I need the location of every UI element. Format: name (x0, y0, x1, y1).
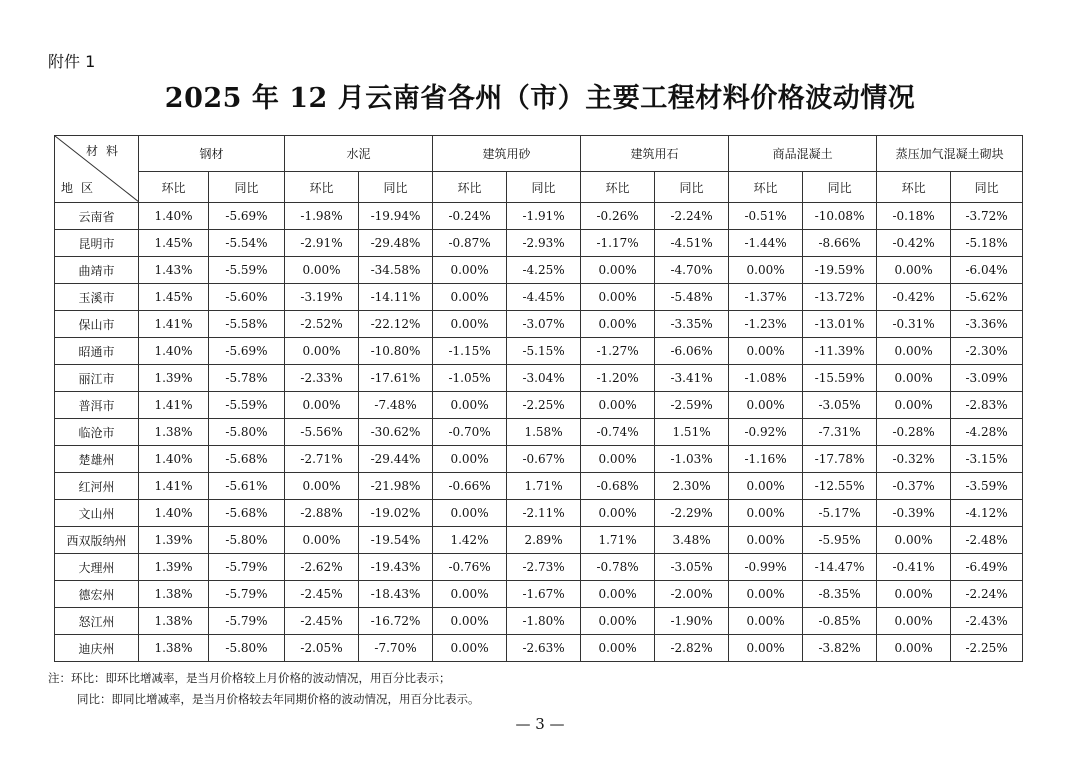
value-cell: -5.69% (209, 203, 285, 230)
table-row (55, 311, 1023, 338)
value-cell: 0.00% (877, 257, 951, 284)
value-cell: -7.48% (359, 392, 433, 419)
table-row (55, 473, 1023, 500)
value-cell: -2.91% (285, 230, 359, 257)
value-cell: -6.04% (951, 257, 1023, 284)
note-line: 同比：即同比增减率，是当月价格较去年同期价格的波动情况，用百分比表示。 (77, 692, 480, 706)
value-cell: -5.48% (655, 284, 729, 311)
value-cell: 0.00% (581, 284, 655, 311)
value-cell: -17.61% (359, 365, 433, 392)
value-cell: -3.35% (655, 311, 729, 338)
value-cell: 0.00% (581, 257, 655, 284)
value-cell: -2.52% (285, 311, 359, 338)
value-cell: -19.59% (803, 257, 877, 284)
value-cell: 1.41% (139, 473, 209, 500)
value-cell: -3.05% (803, 392, 877, 419)
region-cell: 曲靖市 (55, 257, 139, 284)
value-cell: -1.15% (433, 338, 507, 365)
region-cell: 楚雄州 (55, 446, 139, 473)
region-cell: 玉溪市 (55, 284, 139, 311)
value-cell: -3.05% (655, 554, 729, 581)
value-cell: 0.00% (581, 446, 655, 473)
value-cell: -2.45% (285, 608, 359, 635)
value-cell: 0.00% (877, 338, 951, 365)
value-cell: -5.79% (209, 554, 285, 581)
value-cell: -0.68% (581, 473, 655, 500)
value-cell: -2.33% (285, 365, 359, 392)
value-cell: -13.01% (803, 311, 877, 338)
value-cell: -4.70% (655, 257, 729, 284)
region-cell: 昭通市 (55, 338, 139, 365)
value-cell: -0.92% (729, 419, 803, 446)
value-cell: -0.42% (877, 284, 951, 311)
value-cell: -2.83% (951, 392, 1023, 419)
value-cell: 0.00% (581, 608, 655, 635)
value-cell: -0.70% (433, 419, 507, 446)
value-cell: 1.38% (139, 419, 209, 446)
sub-header: 环比 (285, 172, 359, 203)
page-number: — 3 — (515, 715, 565, 733)
value-cell: -1.37% (729, 284, 803, 311)
value-cell: 0.00% (729, 392, 803, 419)
value-cell: -5.59% (209, 257, 285, 284)
value-cell: -1.80% (507, 608, 581, 635)
value-cell: -1.27% (581, 338, 655, 365)
value-cell: -2.29% (655, 500, 729, 527)
sub-header: 同比 (951, 172, 1023, 203)
value-cell: 0.00% (581, 635, 655, 662)
value-cell: -0.51% (729, 203, 803, 230)
material-header: 建筑用砂 (433, 136, 581, 172)
table-row (55, 203, 1023, 230)
value-cell: 0.00% (581, 311, 655, 338)
value-cell: -3.15% (951, 446, 1023, 473)
region-cell: 西双版纳州 (55, 527, 139, 554)
value-cell: -1.05% (433, 365, 507, 392)
table-row (55, 635, 1023, 662)
value-cell: -3.07% (507, 311, 581, 338)
value-cell: -30.62% (359, 419, 433, 446)
value-cell: -22.12% (359, 311, 433, 338)
value-cell: 1.38% (139, 581, 209, 608)
sub-header: 环比 (139, 172, 209, 203)
value-cell: -2.30% (951, 338, 1023, 365)
value-cell: -29.44% (359, 446, 433, 473)
value-cell: -0.32% (877, 446, 951, 473)
table-row (55, 338, 1023, 365)
value-cell: -0.66% (433, 473, 507, 500)
value-cell: 0.00% (433, 446, 507, 473)
value-cell: -2.88% (285, 500, 359, 527)
sub-header: 同比 (359, 172, 433, 203)
value-cell: -10.80% (359, 338, 433, 365)
value-cell: -8.35% (803, 581, 877, 608)
table-row (55, 500, 1023, 527)
value-cell: -18.43% (359, 581, 433, 608)
value-cell: -15.59% (803, 365, 877, 392)
value-cell: -5.79% (209, 608, 285, 635)
value-cell: 1.58% (507, 419, 581, 446)
value-cell: 1.71% (581, 527, 655, 554)
table-row (55, 419, 1023, 446)
value-cell: -1.67% (507, 581, 581, 608)
material-header: 商品混凝土 (729, 136, 877, 172)
value-cell: -2.00% (655, 581, 729, 608)
value-cell: -2.63% (507, 635, 581, 662)
value-cell: 0.00% (729, 500, 803, 527)
value-cell: -5.59% (209, 392, 285, 419)
note-line: 注：环比：即环比增减率，是当月价格较上月价格的波动情况，用百分比表示； (48, 671, 451, 685)
value-cell: -2.24% (951, 581, 1023, 608)
sub-header: 同比 (803, 172, 877, 203)
value-cell: -0.78% (581, 554, 655, 581)
value-cell: -4.12% (951, 500, 1023, 527)
value-cell: -0.24% (433, 203, 507, 230)
value-cell: 1.40% (139, 338, 209, 365)
table-row (55, 527, 1023, 554)
value-cell: -4.45% (507, 284, 581, 311)
value-cell: -0.41% (877, 554, 951, 581)
value-cell: -29.48% (359, 230, 433, 257)
value-cell: -1.23% (729, 311, 803, 338)
value-cell: -5.56% (285, 419, 359, 446)
value-cell: -8.66% (803, 230, 877, 257)
value-cell: 0.00% (729, 527, 803, 554)
value-cell: -10.08% (803, 203, 877, 230)
sub-header: 环比 (729, 172, 803, 203)
value-cell: 0.00% (877, 608, 951, 635)
value-cell: 0.00% (729, 338, 803, 365)
value-cell: 0.00% (433, 284, 507, 311)
value-cell: 1.39% (139, 527, 209, 554)
value-cell: -1.20% (581, 365, 655, 392)
value-cell: 1.41% (139, 311, 209, 338)
value-cell: 0.00% (433, 608, 507, 635)
value-cell: -19.94% (359, 203, 433, 230)
value-cell: 1.40% (139, 203, 209, 230)
value-cell: -5.80% (209, 635, 285, 662)
value-cell: 1.45% (139, 230, 209, 257)
value-cell: -4.28% (951, 419, 1023, 446)
value-cell: -0.67% (507, 446, 581, 473)
value-cell: -16.72% (359, 608, 433, 635)
region-cell: 保山市 (55, 311, 139, 338)
price-table (54, 135, 1023, 662)
material-header: 蒸压加气混凝土砌块 (877, 136, 1023, 172)
value-cell: -3.04% (507, 365, 581, 392)
value-cell: 1.39% (139, 365, 209, 392)
value-cell: -2.11% (507, 500, 581, 527)
value-cell: -5.15% (507, 338, 581, 365)
value-cell: -0.18% (877, 203, 951, 230)
region-cell: 丽江市 (55, 365, 139, 392)
sub-header: 环比 (581, 172, 655, 203)
value-cell: -2.73% (507, 554, 581, 581)
value-cell: -19.54% (359, 527, 433, 554)
value-cell: -7.70% (359, 635, 433, 662)
value-cell: 1.38% (139, 635, 209, 662)
value-cell: 0.00% (877, 635, 951, 662)
value-cell: -1.03% (655, 446, 729, 473)
table-row (55, 554, 1023, 581)
material-header: 钢材 (139, 136, 285, 172)
table-row (55, 608, 1023, 635)
value-cell: -3.36% (951, 311, 1023, 338)
material-header: 建筑用石 (581, 136, 729, 172)
table-row (55, 581, 1023, 608)
value-cell: -5.60% (209, 284, 285, 311)
value-cell: -0.85% (803, 608, 877, 635)
value-cell: -5.17% (803, 500, 877, 527)
value-cell: -2.82% (655, 635, 729, 662)
value-cell: -17.78% (803, 446, 877, 473)
value-cell: -19.43% (359, 554, 433, 581)
region-cell: 普洱市 (55, 392, 139, 419)
value-cell: -6.49% (951, 554, 1023, 581)
value-cell: -14.11% (359, 284, 433, 311)
document-title: 2025 年 12 月云南省各州（市）主要工程材料价格波动情况 (164, 83, 916, 114)
sub-header: 环比 (877, 172, 951, 203)
value-cell: 0.00% (285, 527, 359, 554)
value-cell: 1.41% (139, 392, 209, 419)
corner-material-label: 材料 (85, 144, 126, 158)
region-cell: 文山州 (55, 500, 139, 527)
value-cell: 0.00% (285, 473, 359, 500)
value-cell: -2.45% (285, 581, 359, 608)
value-cell: -3.19% (285, 284, 359, 311)
value-cell: -3.59% (951, 473, 1023, 500)
value-cell: -3.72% (951, 203, 1023, 230)
value-cell: -0.26% (581, 203, 655, 230)
value-cell: -5.78% (209, 365, 285, 392)
value-cell: -3.82% (803, 635, 877, 662)
value-cell: -34.58% (359, 257, 433, 284)
value-cell: -5.95% (803, 527, 877, 554)
value-cell: -1.08% (729, 365, 803, 392)
value-cell: -0.76% (433, 554, 507, 581)
sub-header: 同比 (655, 172, 729, 203)
region-cell: 迪庆州 (55, 635, 139, 662)
value-cell: 1.71% (507, 473, 581, 500)
table-corner-header (55, 136, 139, 203)
value-cell: 0.00% (285, 392, 359, 419)
value-cell: -3.41% (655, 365, 729, 392)
value-cell: 0.00% (729, 581, 803, 608)
value-cell: 2.89% (507, 527, 581, 554)
value-cell: 0.00% (581, 581, 655, 608)
value-cell: -19.02% (359, 500, 433, 527)
region-cell: 临沧市 (55, 419, 139, 446)
attachment-label: 附件 1 (48, 52, 96, 71)
value-cell: -5.54% (209, 230, 285, 257)
value-cell: 0.00% (285, 338, 359, 365)
value-cell: -12.55% (803, 473, 877, 500)
sub-header: 同比 (507, 172, 581, 203)
value-cell: -0.42% (877, 230, 951, 257)
value-cell: -2.71% (285, 446, 359, 473)
material-header: 水泥 (285, 136, 433, 172)
value-cell: 0.00% (433, 581, 507, 608)
value-cell: 0.00% (433, 635, 507, 662)
value-cell: 0.00% (433, 311, 507, 338)
corner-region-label: 地区 (61, 181, 102, 195)
value-cell: -0.39% (877, 500, 951, 527)
table-row (55, 257, 1023, 284)
value-cell: 0.00% (433, 392, 507, 419)
value-cell: -2.24% (655, 203, 729, 230)
value-cell: 1.38% (139, 608, 209, 635)
value-cell: -21.98% (359, 473, 433, 500)
value-cell: -3.09% (951, 365, 1023, 392)
value-cell: -0.99% (729, 554, 803, 581)
value-cell: -1.98% (285, 203, 359, 230)
value-cell: 0.00% (729, 257, 803, 284)
value-cell: -0.87% (433, 230, 507, 257)
value-cell: -5.68% (209, 446, 285, 473)
region-cell: 昆明市 (55, 230, 139, 257)
value-cell: 1.42% (433, 527, 507, 554)
table-row (55, 284, 1023, 311)
value-cell: -2.62% (285, 554, 359, 581)
value-cell: -5.58% (209, 311, 285, 338)
sub-header: 同比 (209, 172, 285, 203)
value-cell: 0.00% (877, 581, 951, 608)
value-cell: -1.90% (655, 608, 729, 635)
value-cell: -14.47% (803, 554, 877, 581)
value-cell: -0.74% (581, 419, 655, 446)
value-cell: 0.00% (729, 608, 803, 635)
value-cell: -5.69% (209, 338, 285, 365)
value-cell: -2.25% (951, 635, 1023, 662)
value-cell: 0.00% (433, 257, 507, 284)
value-cell: 1.40% (139, 500, 209, 527)
value-cell: 0.00% (877, 527, 951, 554)
value-cell: -11.39% (803, 338, 877, 365)
region-cell: 大理州 (55, 554, 139, 581)
value-cell: -7.31% (803, 419, 877, 446)
value-cell: 3.48% (655, 527, 729, 554)
value-cell: -2.25% (507, 392, 581, 419)
value-cell: 0.00% (877, 392, 951, 419)
table-row (55, 365, 1023, 392)
value-cell: -5.80% (209, 419, 285, 446)
value-cell: -1.91% (507, 203, 581, 230)
value-cell: -5.18% (951, 230, 1023, 257)
sub-header: 环比 (433, 172, 507, 203)
value-cell: -6.06% (655, 338, 729, 365)
value-cell: -4.25% (507, 257, 581, 284)
value-cell: -2.59% (655, 392, 729, 419)
value-cell: -2.93% (507, 230, 581, 257)
value-cell: 0.00% (877, 365, 951, 392)
value-cell: -4.51% (655, 230, 729, 257)
table-row (55, 392, 1023, 419)
value-cell: -2.43% (951, 608, 1023, 635)
value-cell: -13.72% (803, 284, 877, 311)
value-cell: -0.37% (877, 473, 951, 500)
value-cell: 1.40% (139, 446, 209, 473)
value-cell: 0.00% (581, 500, 655, 527)
value-cell: 0.00% (729, 473, 803, 500)
value-cell: -5.79% (209, 581, 285, 608)
value-cell: -0.31% (877, 311, 951, 338)
region-cell: 红河州 (55, 473, 139, 500)
value-cell: 1.51% (655, 419, 729, 446)
value-cell: -2.48% (951, 527, 1023, 554)
value-cell: -1.44% (729, 230, 803, 257)
value-cell: 2.30% (655, 473, 729, 500)
table-row (55, 230, 1023, 257)
value-cell: -5.62% (951, 284, 1023, 311)
value-cell: -5.68% (209, 500, 285, 527)
table-row (55, 446, 1023, 473)
value-cell: -2.05% (285, 635, 359, 662)
region-cell: 怒江州 (55, 608, 139, 635)
value-cell: 0.00% (433, 500, 507, 527)
value-cell: 0.00% (729, 635, 803, 662)
value-cell: -1.16% (729, 446, 803, 473)
value-cell: 0.00% (285, 257, 359, 284)
value-cell: 1.45% (139, 284, 209, 311)
value-cell: 0.00% (581, 392, 655, 419)
value-cell: -1.17% (581, 230, 655, 257)
value-cell: -5.80% (209, 527, 285, 554)
region-cell: 德宏州 (55, 581, 139, 608)
region-cell: 云南省 (55, 203, 139, 230)
value-cell: -5.61% (209, 473, 285, 500)
value-cell: 1.39% (139, 554, 209, 581)
value-cell: 1.43% (139, 257, 209, 284)
table-notes (48, 668, 480, 710)
value-cell: -0.28% (877, 419, 951, 446)
